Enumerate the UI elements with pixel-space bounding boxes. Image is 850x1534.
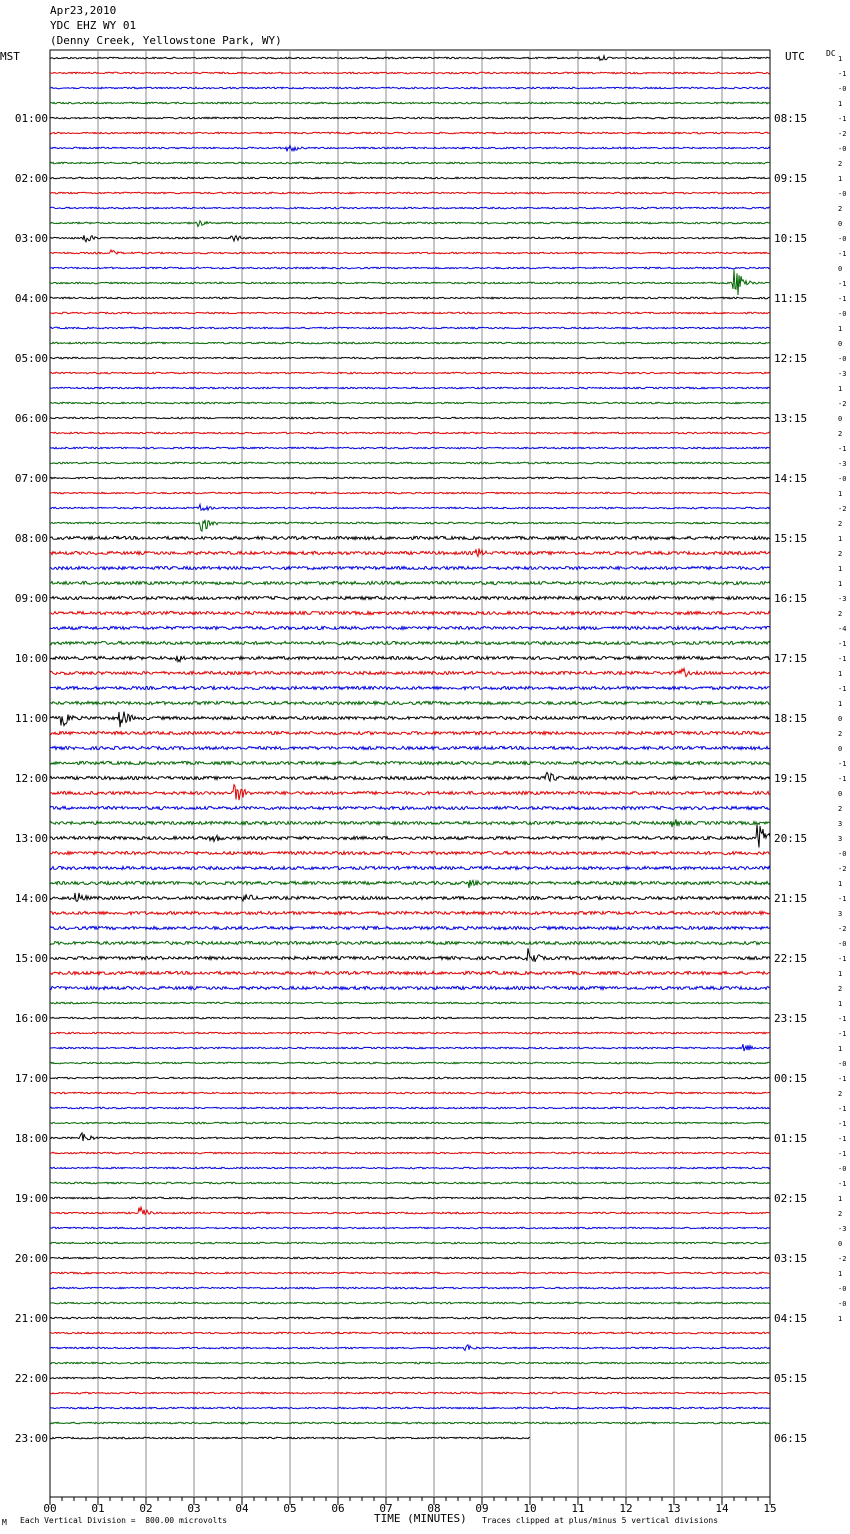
left-time-label: 15:00 <box>14 952 48 965</box>
trace-lines <box>50 56 770 1439</box>
dc-offset-label: 0 <box>838 265 843 273</box>
plot-frame <box>50 50 770 1497</box>
left-time-label: 18:00 <box>14 1132 48 1145</box>
trace-line <box>50 581 770 584</box>
dc-offset-label: 1 <box>838 1270 843 1278</box>
x-tick-label: 10 <box>523 1502 537 1515</box>
left-time-label: 01:00 <box>14 112 48 125</box>
dc-offset-label: 1 <box>838 880 843 888</box>
dc-offset-label: -0 <box>838 1060 847 1068</box>
trace-line <box>50 207 770 209</box>
dc-offset-label: -2 <box>838 400 847 408</box>
dc-offset-label: -1 <box>838 1015 847 1023</box>
dc-offset-label: -1 <box>838 1075 847 1083</box>
right-time-label: 11:15 <box>774 292 808 305</box>
dc-offset-label: 2 <box>838 430 843 438</box>
dc-offset-label: 2 <box>838 730 843 738</box>
trace-line <box>50 880 770 888</box>
dc-offset-label: 1 <box>838 175 843 183</box>
dc-offset-label: 1 <box>838 580 843 588</box>
trace-line <box>50 117 770 119</box>
trace-line <box>50 731 770 734</box>
trace-line <box>50 761 770 764</box>
dc-offset-label: -3 <box>838 460 847 468</box>
left-time-label: 20:00 <box>14 1252 48 1265</box>
dc-offset-label: 0 <box>838 745 843 753</box>
right-time-label: 04:15 <box>774 1312 808 1325</box>
dc-offset-label: -4 <box>838 625 847 633</box>
dc-offset-label: -2 <box>838 1255 847 1263</box>
trace-line <box>50 1167 770 1169</box>
trace-line <box>50 1122 770 1124</box>
dc-offset-label: -2 <box>838 505 847 513</box>
dc-offset-label: -0 <box>838 475 847 483</box>
right-time-label: 02:15 <box>774 1192 808 1205</box>
dc-offset-label: 0 <box>838 790 843 798</box>
x-tick-label: 07 <box>379 1502 393 1515</box>
x-tick-label: 13 <box>667 1502 681 1515</box>
trace-line <box>50 1017 770 1019</box>
station-date: Apr23,2010 <box>50 4 117 17</box>
dc-offset-label: -1 <box>838 250 847 258</box>
right-time-label: 14:15 <box>774 472 808 485</box>
dc-offset-label: -1 <box>838 115 847 123</box>
trace-line <box>50 986 770 989</box>
dc-offset-label: -2 <box>838 865 847 873</box>
left-time-label: 13:00 <box>14 832 48 845</box>
dc-offset-label: -0 <box>838 190 847 198</box>
trace-line <box>50 1422 770 1424</box>
trace-line <box>50 746 770 749</box>
left-time-label: 19:00 <box>14 1192 48 1205</box>
trace-line <box>50 1152 770 1154</box>
left-time-label: 04:00 <box>14 292 48 305</box>
trace-line <box>50 548 770 556</box>
trace-line <box>50 1133 770 1141</box>
dc-offset-label: -1 <box>838 1150 847 1158</box>
right-time-label: 08:15 <box>774 112 808 125</box>
dc-offset-label: -0 <box>838 145 847 153</box>
dc-offset-label: -1 <box>838 1180 847 1188</box>
trace-line <box>50 235 770 242</box>
right-time-label: 05:15 <box>774 1372 808 1385</box>
dc-offset-label: -3 <box>838 370 847 378</box>
dc-offset-label: -0 <box>838 310 847 318</box>
right-time-label: 19:15 <box>774 772 808 785</box>
dc-offset-label: -1 <box>838 1135 847 1143</box>
left-time-label: 05:00 <box>14 352 48 365</box>
trace-line <box>50 1257 770 1259</box>
dc-offset-label: -1 <box>838 760 847 768</box>
right-time-label: 21:15 <box>774 892 808 905</box>
trace-line <box>50 1062 770 1064</box>
dc-offset-label: 2 <box>838 805 843 813</box>
dc-offset-label: -0 <box>838 355 847 363</box>
trace-line <box>50 866 770 869</box>
trace-line <box>50 1032 770 1034</box>
dc-offset-label: 1 <box>838 970 843 978</box>
trace-line <box>50 132 770 134</box>
trace-line <box>50 806 770 809</box>
trace-line <box>50 893 770 902</box>
trace-line <box>50 56 770 61</box>
dc-offset-label: -1 <box>838 445 847 453</box>
right-time-label: 13:15 <box>774 412 808 425</box>
dc-offset-label: 1 <box>838 385 843 393</box>
dc-offset-label: -1 <box>838 1120 847 1128</box>
trace-line <box>50 641 770 644</box>
trace-line <box>50 948 770 962</box>
x-tick-label: 01 <box>91 1502 105 1515</box>
dc-offset-label: -1 <box>838 1105 847 1113</box>
trace-line <box>50 146 770 152</box>
trace-line <box>50 1332 770 1334</box>
trace-line <box>50 1362 770 1364</box>
trace-line <box>50 447 770 449</box>
x-tick-label: 02 <box>139 1502 153 1515</box>
trace-line <box>50 162 770 164</box>
trace-line <box>50 342 770 344</box>
dc-offset-label: -0 <box>838 1285 847 1293</box>
dc-offset-label: 3 <box>838 820 843 828</box>
trace-line <box>50 686 770 689</box>
trace-line <box>50 819 770 827</box>
trace-line <box>50 911 770 914</box>
right-time-label: 18:15 <box>774 712 808 725</box>
trace-line <box>50 87 770 89</box>
x-tick-label: 06 <box>331 1502 345 1515</box>
trace-line <box>50 221 770 227</box>
trace-line <box>50 372 770 374</box>
left-time-label: 06:00 <box>14 412 48 425</box>
left-time-label: 03:00 <box>14 232 48 245</box>
trace-line <box>50 971 770 974</box>
trace-line <box>50 536 770 539</box>
dc-offset-label: 0 <box>838 715 843 723</box>
right-time-label: 09:15 <box>774 172 808 185</box>
dc-offset-label: -1 <box>838 955 847 963</box>
right-time-label: 16:15 <box>774 592 808 605</box>
dc-offset-label: 1 <box>838 670 843 678</box>
trace-line <box>50 357 770 359</box>
left-time-label: 14:00 <box>14 892 48 905</box>
left-time-label: 22:00 <box>14 1372 48 1385</box>
trace-line <box>50 1044 770 1051</box>
dc-offset-label: 3 <box>838 835 843 843</box>
dc-offset-label: 0 <box>838 415 843 423</box>
dc-offset-label: -1 <box>838 655 847 663</box>
trace-line <box>50 1345 770 1351</box>
left-time-label: 02:00 <box>14 172 48 185</box>
dc-offset-label: -1 <box>838 1030 847 1038</box>
trace-line <box>50 941 770 944</box>
dc-offset-label: -2 <box>838 130 847 138</box>
trace-line <box>50 192 770 194</box>
left-time-label: 07:00 <box>14 472 48 485</box>
trace-line <box>50 626 770 629</box>
dc-offset-label: 2 <box>838 550 843 558</box>
trace-line <box>50 327 770 329</box>
trace-line <box>50 926 770 929</box>
dc-offset-label: 2 <box>838 205 843 213</box>
trace-line <box>50 297 770 299</box>
dc-offset-label: 1 <box>838 1315 843 1323</box>
right-time-label: 01:15 <box>774 1132 808 1145</box>
dc-offset-label: -1 <box>838 295 847 303</box>
trace-line <box>50 1287 770 1289</box>
dc-offset-label: -1 <box>838 70 847 78</box>
dc-offset-label: -3 <box>838 595 847 603</box>
trace-line <box>50 1182 770 1184</box>
trace-line <box>50 1002 770 1004</box>
left-time-label: 23:00 <box>14 1432 48 1445</box>
dc-offset-label: 2 <box>838 520 843 528</box>
x-axis-title: TIME (MINUTES) <box>374 1512 467 1525</box>
dc-offset-label: -3 <box>838 1225 847 1233</box>
dc-offset-label: 1 <box>838 565 843 573</box>
trace-line <box>50 417 770 419</box>
dc-offset-label: -0 <box>838 235 847 243</box>
trace-line <box>50 701 770 704</box>
trace-line <box>50 477 770 479</box>
trace-line <box>50 566 770 569</box>
x-tick-label: 04 <box>235 1502 249 1515</box>
dc-offset-label: 2 <box>838 1090 843 1098</box>
corner-mark: M <box>2 1518 7 1527</box>
trace-line <box>50 504 770 510</box>
mst-label: MST <box>0 50 20 63</box>
trace-line <box>50 270 770 296</box>
dc-offset-label: 1 <box>838 1045 843 1053</box>
trace-line <box>50 1392 770 1394</box>
right-time-label: 20:15 <box>774 832 808 845</box>
dc-offset-label: -2 <box>838 925 847 933</box>
trace-line <box>50 267 770 269</box>
dc-offset-label: 1 <box>838 55 843 63</box>
station-location: (Denny Creek, Yellowstone Park, WY) <box>50 34 282 47</box>
x-tick-label: 15 <box>763 1502 777 1515</box>
trace-line <box>50 1092 770 1094</box>
left-time-label: 12:00 <box>14 772 48 785</box>
dc-offset-label: 0 <box>838 1240 843 1248</box>
dc-offset-label: -1 <box>838 280 847 288</box>
dc-offset-label: -0 <box>838 850 847 858</box>
dc-offset-label: -1 <box>838 775 847 783</box>
dc-offset-label: -1 <box>838 685 847 693</box>
trace-line <box>50 1302 770 1304</box>
trace-line <box>50 102 770 104</box>
right-time-label: 00:15 <box>774 1072 808 1085</box>
right-time-label: 03:15 <box>774 1252 808 1265</box>
x-tick-label: 03 <box>187 1502 201 1515</box>
x-tick-label: 11 <box>571 1502 585 1515</box>
trace-line <box>50 72 770 74</box>
trace-line <box>50 1377 770 1379</box>
dc-offset-label: -0 <box>838 940 847 948</box>
trace-line <box>50 1242 770 1244</box>
utc-label: UTC <box>785 50 805 63</box>
x-tick-label: 05 <box>283 1502 297 1515</box>
trace-line <box>50 1207 770 1214</box>
x-tick-label: 00 <box>43 1502 57 1515</box>
dc-offset-label: 1 <box>838 490 843 498</box>
dc-offset-label: -0 <box>838 1300 847 1308</box>
trace-line <box>50 387 770 389</box>
left-time-label: 17:00 <box>14 1072 48 1085</box>
left-time-label: 16:00 <box>14 1012 48 1025</box>
clip-note: Traces clipped at plus/minus 5 vertical divisions <box>482 1516 719 1525</box>
trace-line <box>50 462 770 464</box>
left-time-label: 21:00 <box>14 1312 48 1325</box>
right-time-label: 12:15 <box>774 352 808 365</box>
trace-line <box>50 611 770 614</box>
left-time-label: 11:00 <box>14 712 48 725</box>
right-time-label: 22:15 <box>774 952 808 965</box>
dc-offset-label: 2 <box>838 1210 843 1218</box>
left-time-label: 10:00 <box>14 652 48 665</box>
trace-line <box>50 402 770 404</box>
dc-offset-label: 1 <box>838 1000 843 1008</box>
trace-line <box>50 785 770 800</box>
dc-offset-label: 1 <box>838 535 843 543</box>
dc-offset-label: -0 <box>838 85 847 93</box>
trace-line <box>50 520 770 531</box>
dc-offset-label: 1 <box>838 700 843 708</box>
trace-line <box>50 825 770 848</box>
trace-line <box>50 1197 770 1199</box>
trace-line <box>50 1107 770 1109</box>
dc-offset-label: 0 <box>838 220 843 228</box>
trace-line <box>50 596 770 599</box>
dc-offset-label: 1 <box>838 325 843 333</box>
dc-offset-label: 2 <box>838 985 843 993</box>
trace-line <box>50 432 770 434</box>
right-time-label: 17:15 <box>774 652 808 665</box>
trace-line <box>50 1407 770 1409</box>
dc-offset-label: -1 <box>838 640 847 648</box>
right-time-label: 10:15 <box>774 232 808 245</box>
dc-offset-label: -0 <box>838 1165 847 1173</box>
x-tick-label: 12 <box>619 1502 633 1515</box>
minute-grid <box>50 50 770 1497</box>
x-tick-label: 09 <box>475 1502 489 1515</box>
dc-offset-label: 0 <box>838 340 843 348</box>
station-code: YDC EHZ WY 01 <box>50 19 137 32</box>
left-time-label: 09:00 <box>14 592 48 605</box>
dc-offset-label: 1 <box>838 1195 843 1203</box>
right-time-label: 06:15 <box>774 1432 808 1445</box>
trace-line <box>50 492 770 494</box>
trace-line <box>50 1317 770 1319</box>
dc-offset-label: -1 <box>838 895 847 903</box>
trace-line <box>50 1227 770 1229</box>
trace-line <box>50 851 770 854</box>
x-tick-label: 08 <box>427 1502 441 1515</box>
right-time-label: 23:15 <box>774 1012 808 1025</box>
trace-line <box>50 177 770 179</box>
trace-line <box>50 772 770 781</box>
trace-line <box>50 1077 770 1079</box>
dc-label: DC <box>826 49 836 58</box>
trace-line <box>50 312 770 314</box>
trace-line <box>50 712 770 728</box>
trace-line <box>50 1272 770 1274</box>
left-time-label: 08:00 <box>14 532 48 545</box>
trace-line <box>50 250 770 254</box>
right-time-label: 15:15 <box>774 532 808 545</box>
dc-offset-label: 3 <box>838 910 843 918</box>
x-tick-label: 14 <box>715 1502 729 1515</box>
dc-offset-label: 1 <box>838 100 843 108</box>
dc-offset-label: 2 <box>838 610 843 618</box>
scale-note: Each Vertical Division = 800.00 microvolts <box>20 1516 228 1525</box>
dc-offset-label: 2 <box>838 160 843 168</box>
trace-line <box>50 669 770 677</box>
trace-line <box>50 656 770 662</box>
